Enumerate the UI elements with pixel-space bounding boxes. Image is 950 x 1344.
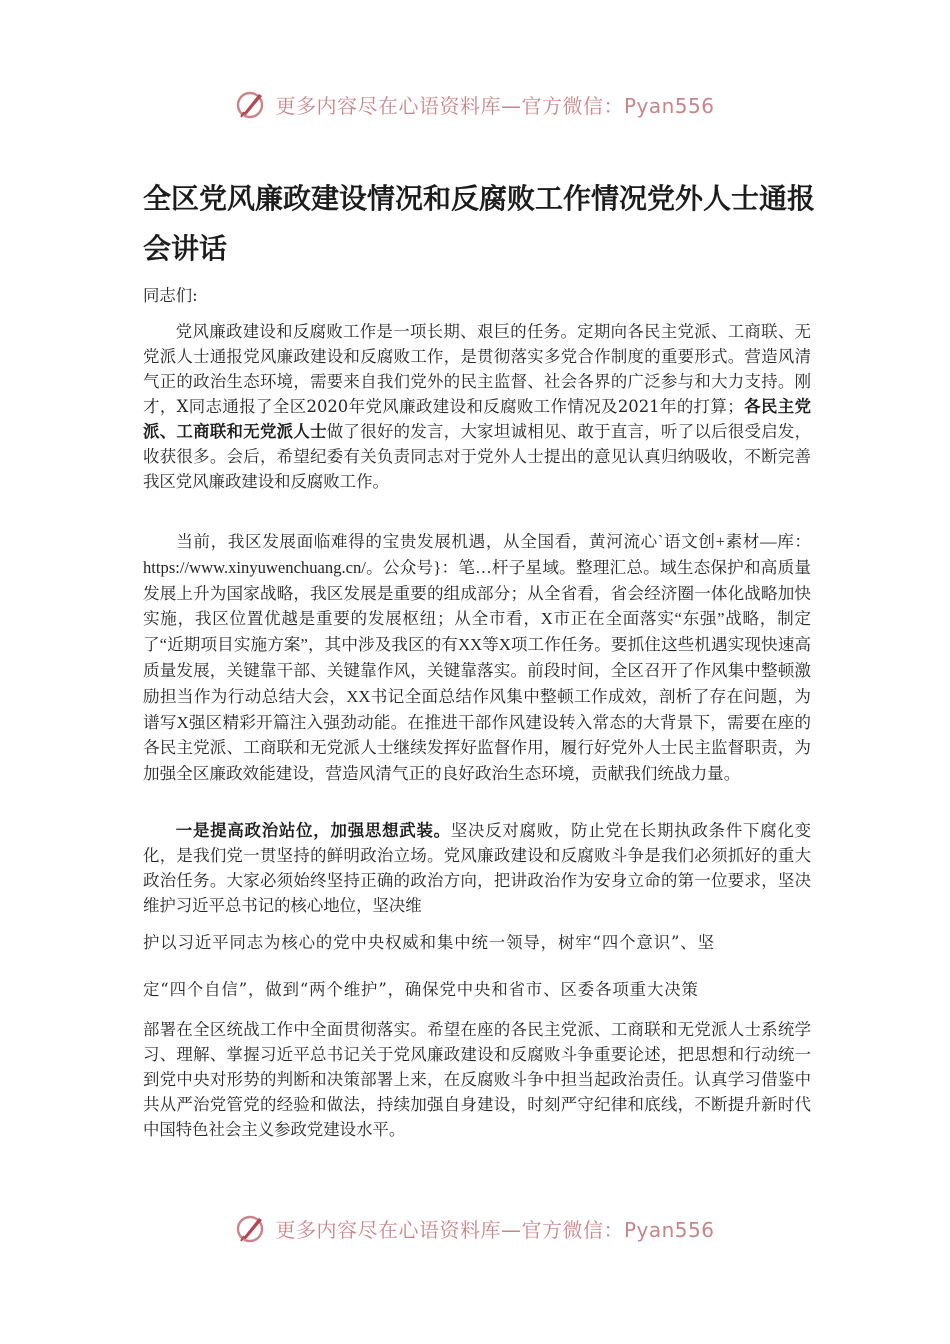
paragraph-1-bold: 各民主党派、工商联和无党派人士 [143, 397, 812, 441]
paragraph-1 [143, 319, 811, 494]
paragraph-3-text: 坚决反对腐败，防止党在长期执政条件下腐化变化，是我们党一贯坚持的鲜明政治立场。党风廉政建设和反腐败斗争是我们必须抓好的重大政治任务。大家必须始终坚持正确的政治方向，把讲政治作为安身立命的第一位要求，坚决维护习近平总书记的核心地位，坚决维 [143, 821, 812, 915]
paragraph-1-text: 党风廉政建设和反腐败工作是一项长期、艰巨的任务。定期向各民主党派、工商联、无党派人士通报党风廉政建设和反腐败工作，是贯彻落实多党合作制度的重要形式。营造风清气正的政治生态环境，需要来自我们党外的民主监督、社会各界的广泛参与和大力支持。刚才，X同志通报了全区2020年党风廉政建设和反腐败工作情况及2021年的打算； [143, 322, 811, 416]
salutation: 同志们: [143, 286, 198, 305]
document-title: 全区党风廉政建设情况和反腐败工作情况党外人士通报会讲话 [143, 182, 816, 265]
banner-text: 更多内容尽在心语资料库—官方微信：Pyan556 [275, 93, 715, 118]
paragraph-3-lead: 一是提高政治站位，加强思想武装。 [175, 821, 451, 840]
header-watermark-banner [0, 84, 950, 124]
paragraph-3 [143, 818, 811, 918]
paragraph-3-line-b: 护以习近平同志为核心的党中央权威和集中统一领导，树牢“四个意识”、坚 [143, 933, 715, 952]
paragraph-2: 当前，我区发展面临难得的宝贵发展机遇，从全国看，黄河流心`语文创+素材—库：https://www.xinyuwenchuang.cn/。公众号}：笔…杆子星域。整理汇总。域生态保护和高质量发展上升为国家战略，我区发展是重要的组成部分；从全省看，省会经济圈一体化战略加快实施，我区位置优越是重要的发展枢纽；从全市看，X市正在全面落实“东强”战略，制定了“近期项目实施方案”，其中涉及我区的有XX等X项工作任务。要抓住这些机遇实现快速高质量发展，关键靠干部、关键靠作风，关键靠落实。前段时间，全区召开了作风集中整顿激励担当作为行动总结大会，XX书记全面总结作风集中整顿工作成效，剖析了存在问题，为谱写X强区精彩开篇注入强劲动能。在推进干部作风建设转入常态的大背景下，需要在座的各民主党派、工商联和无党派人士继续发挥好监督作用，履行好党外人士民主监督职责，为加强全区廉政效能建设，营造风清气正的良好政治生态环境，贡献我们统战力量。 [143, 532, 811, 784]
banner-text: 更多内容尽在心语资料库—官方微信：Pyan556 [275, 1217, 715, 1242]
paragraph-3-line-c: 定“四个自信”，做到“两个维护”，确保党中央和省市、区委各项重大决策 [143, 980, 699, 999]
paragraph-3-continued: 部署在全区统战工作中全面贯彻落实。希望在座的各民主党派、工商联和无党派人士系统学习、理解、掌握习近平总书记关于党风廉政建设和反腐败斗争重要论述，把思想和行动统一到党中央对形势的判断和决策部署上来，在反腐败斗争中担当起政治责任。认真学习借鉴中共从严治党管党的经验和做法，持续加强自身建设，时刻严守纪律和底线，不断提升新时代中国特色社会主义参政党建设水平。 [143, 1020, 811, 1139]
quill-pen-logo-icon [235, 1212, 267, 1244]
footer-watermark-banner [0, 1208, 950, 1248]
quill-pen-logo-icon [235, 88, 267, 120]
paragraph-1-tail: 做了很好的发言，大家坦诚相见、敢于直言，听了以后很受启发，收获很多。会后，希望纪委有关负责同志对于党外人士提出的意见认真归纳吸收，不断完善我区党风廉政建设和反腐败工作。 [143, 422, 812, 491]
